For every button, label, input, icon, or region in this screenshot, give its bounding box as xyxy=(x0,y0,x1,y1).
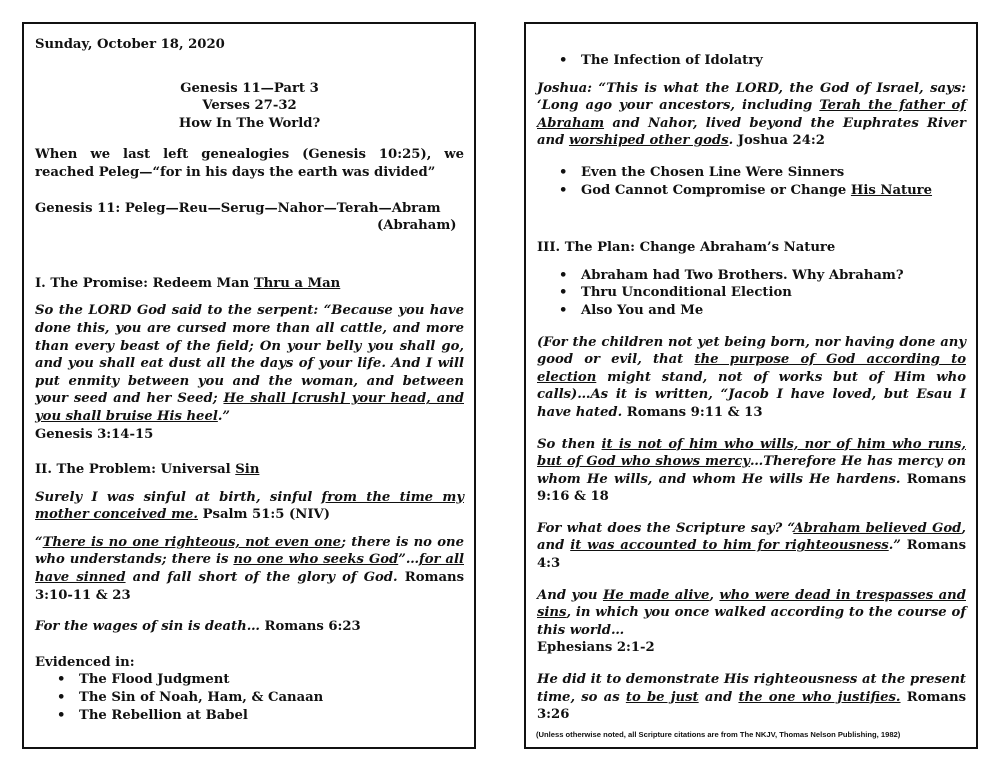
section-2-heading: II. The Problem: Universal Sin xyxy=(35,462,260,478)
romans-3-26-quote: He did it to demonstrate His righteousness at the present time, so as to be just and the one who justifies. Romans 3:26 xyxy=(537,672,967,723)
list-item: • The Sin of Noah, Ham, & Canaan xyxy=(57,690,324,706)
bullet-icon: • xyxy=(57,707,66,723)
evidence-list xyxy=(35,671,464,724)
left-page-panel xyxy=(22,22,476,749)
psalm-51-quote: Surely I was sinful at birth, sinful from the time my mother conceived me. Psalm 51:5 (NIV) xyxy=(35,489,464,523)
genesis-3-ref: Genesis 3:14-15 xyxy=(35,426,154,442)
romans-4-quote: For what does the Scripture say? “Abraham believed God, and it was accounted to him for righteousness.” Romans 4:3 xyxy=(537,520,966,572)
sermon-title: Genesis 11—Part 3 xyxy=(180,80,319,96)
date: Sunday, October 18, 2020 xyxy=(35,37,225,52)
list-item: • Even the Chosen Line Were Sinners xyxy=(559,164,845,180)
right-page-panel xyxy=(524,22,978,749)
list-item: • Also You and Me xyxy=(559,302,704,318)
romans-9-election-quote: (For the children not yet being born, nor having done any good or evil, that the purpose of God according to election might stand, not of works but of Him who calls)…As it is written, “Jacob I have loved, but Esau I have hated. Romans 9:11 & 13 xyxy=(537,334,966,420)
chosen-line-list xyxy=(537,164,966,199)
genesis-3-quote: So the LORD God said to the serpent: “Because you have done this, you are cursed more than all cattle, and more than every beast of the field; On your belly you shall go, and you shall eat dust all the days of your life. And I will put enmity between you and the woman, and between your seed and her Seed; He shall [crush] your head, and you shall bruise His heel.” xyxy=(35,303,464,424)
lineage-abraham: (Abraham) xyxy=(377,218,457,234)
bullet-icon: • xyxy=(57,690,66,706)
section-3-heading: III. The Plan: Change Abraham’s Nature xyxy=(537,240,836,256)
bullet-icon: • xyxy=(559,164,568,180)
intro-paragraph: When we last left genealogies (Genesis 10:25), we reached Peleg—“for in his days the earth was divided” xyxy=(35,147,464,180)
sermon-subtitle: How In The World? xyxy=(178,115,321,131)
ephesians-2-quote: And you He made alive, who were dead in trespasses and sins, in which you once walked according to the course of this world… xyxy=(537,587,966,638)
bullet-icon: • xyxy=(57,672,66,688)
ephesians-2-ref: Ephesians 2:1-2 xyxy=(537,640,655,656)
evidenced-heading: Evidenced in: xyxy=(35,654,135,670)
list-item: • God Cannot Compromise or Change His Nature xyxy=(559,182,933,198)
romans-3-quote: “There is no one righteous, not even one; there is no one who understands; there is no one who seeks God”…for all have sinned and fall short of the glory of God. Romans 3:10-11 & 23 xyxy=(35,534,464,603)
list-item: • Thru Unconditional Election xyxy=(559,285,792,301)
bullet-icon: • xyxy=(559,302,568,318)
bullet-icon: • xyxy=(559,182,568,198)
romans-6-quote: For the wages of sin is death… Romans 6:23 xyxy=(35,619,361,635)
romans-9-mercy-quote: So then it is not of him who wills, nor of him who runs, but of God who shows mercy…Therefore He has mercy on whom He wills, and whom He wills He hardens. Romans 9:16 & 18 xyxy=(537,436,966,505)
lineage: Genesis 11: Peleg—Reu—Serug—Nahor—Terah—Abram xyxy=(35,200,441,216)
joshua-24-quote: Joshua: “This is what the LORD, the God of Israel, says: ‘Long ago your ancestors, including Terah the father of Abraham and Nahor, lived beyond the Euphrates River and worshiped other gods. Joshua 24:2 xyxy=(537,80,966,149)
bullet-icon: • xyxy=(559,53,568,68)
plan-list xyxy=(537,267,966,320)
sermon-verses: Verses 27-32 xyxy=(202,98,297,114)
footnote: (Unless otherwise noted, all Scripture citations are from The NKJV, Thomas Nelson Publishing, 1982) xyxy=(536,730,901,739)
idolatry-list xyxy=(537,52,966,70)
list-item: • Abraham had Two Brothers. Why Abraham? xyxy=(559,267,904,283)
list-item: • The Infection of Idolatry xyxy=(559,53,763,68)
bullet-icon: • xyxy=(559,267,568,283)
list-item: • The Rebellion at Babel xyxy=(57,707,248,723)
list-item: • The Flood Judgment xyxy=(57,672,230,688)
bullet-icon: • xyxy=(559,285,568,301)
section-1-heading: I. The Promise: Redeem Man Thru a Man xyxy=(35,275,341,291)
